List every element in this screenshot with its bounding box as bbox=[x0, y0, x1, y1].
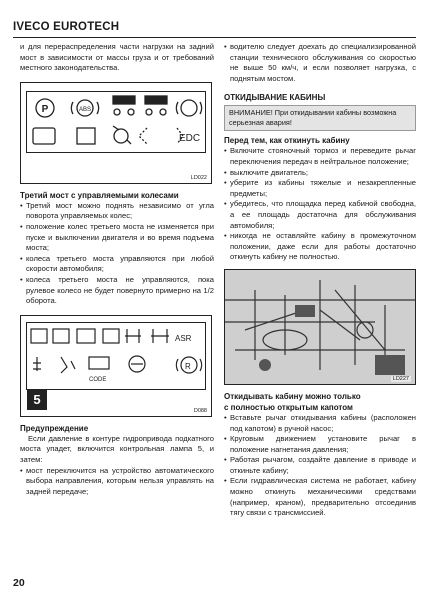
photo-illustration bbox=[225, 270, 415, 384]
list-item: • мост переключится на устройство автоматического выбора направления, которым нельзя управлять на задней передаче; bbox=[20, 466, 214, 498]
list-item: • Работая рычагом, создайте давление в приводе и откиньте кабину; bbox=[224, 455, 416, 476]
lamp-panel-2 bbox=[26, 322, 206, 390]
lamp-number-callout bbox=[27, 390, 47, 410]
list-item: • водителю следует доехать до специализированной станции технического обслуживания со скоростью не выше 50 км/ч, и если позволяет нагрузка, с поднятым мостом. bbox=[224, 42, 416, 84]
section-title-warning: Предупреждение bbox=[20, 423, 89, 433]
lamp-number: 5 bbox=[33, 391, 41, 407]
list-item: • Третий мост можно поднять независимо от угла поворота управляемых колес; bbox=[20, 201, 214, 222]
photo-id: LD227 bbox=[392, 375, 409, 382]
asr-label: ASR bbox=[175, 333, 192, 343]
svg-text:ABS: ABS bbox=[78, 106, 92, 113]
list-item: • колеса третьего моста не управляются, пока рулевое колесо не будет повернуто примерно на 1/2 оборота. bbox=[20, 275, 214, 307]
warning-text: Если давление в контуре гидропривода подкатного моста упадет, включится контрольная лампа 5, и затем: bbox=[20, 433, 214, 464]
section-title-tilt-line1: Откидывать кабину можно только bbox=[224, 391, 361, 401]
list-item: • выключите двигатель; bbox=[224, 168, 416, 179]
photo-cab-lever bbox=[224, 269, 416, 385]
warning-box: ВНИМАНИЕ! При откидывании кабины возможна серьезная авария! bbox=[224, 105, 416, 131]
list-item: • Если гидравлическая система не работает, кабину можно откинуть механическими средствами (например, краном), предварительно отсоединив тягу связи с трансмиссией. bbox=[224, 476, 416, 518]
section-title-tilt-line2: с полностью открытым капотом bbox=[224, 402, 353, 412]
list-item: • положение колес третьего моста не изменяется при пуске и выключении двигателя и во время подъема моста; bbox=[20, 222, 214, 254]
page-number: 20 bbox=[13, 577, 25, 589]
list-item: • Вставьте рычаг откидывания кабины (расположен под капотом) в ручной насос; bbox=[224, 413, 416, 434]
section-title-before-tilt: Перед тем, как откинуть кабину bbox=[224, 136, 350, 146]
lamp-icons-2 bbox=[27, 323, 205, 389]
list-item: • уберите из кабины тяжелые и незакрепленные предметы; bbox=[224, 178, 416, 199]
lamp-panel bbox=[26, 91, 206, 153]
left-column bbox=[20, 42, 214, 497]
figure-warning-lamps bbox=[20, 315, 212, 417]
list-item: • никогда не оставляйте кабину в промежуточном положении, даже если для работы достаточно откинуть кабину не полностью. bbox=[224, 231, 416, 263]
right-column bbox=[224, 42, 416, 519]
header-rule bbox=[13, 37, 416, 38]
list-item: • убедитесь, что площадка перед кабиной свободна, а ее площадь достаточна для обслуживания автомобиля; bbox=[224, 199, 416, 231]
running-header: IVECO EUROTECH bbox=[13, 21, 120, 33]
list-item: • Круговым движением установите рычаг в положение нагнетания давления; bbox=[224, 434, 416, 455]
edc-label: EDC bbox=[179, 132, 201, 144]
code-label: CODE bbox=[89, 376, 107, 383]
figure1-id: LD022 bbox=[190, 174, 207, 181]
list-item: • Включите стояночный тормоз и переведите рычаг переключения передач в нейтральное положение; bbox=[224, 146, 416, 167]
svg-text:P: P bbox=[41, 103, 49, 115]
figure2-id: D088 bbox=[193, 407, 207, 414]
figure-dashboard-lamps bbox=[20, 82, 212, 184]
section-title-third-axle: Третий мост с управляемыми колесами bbox=[20, 190, 179, 200]
lamp-icons bbox=[27, 92, 205, 152]
list-item: • колеса третьего моста управляются при любой скорости автомобиля; bbox=[20, 254, 214, 275]
section-title-cab-tilt: ОТКИДЫВАНИЕ КАБИНЫ bbox=[224, 93, 326, 103]
svg-text:R: R bbox=[185, 361, 191, 371]
left-intro-text: и для перераспределения части нагрузки на задний мост в зависимости от массы груза и от требований местного законодательства. bbox=[20, 42, 214, 73]
